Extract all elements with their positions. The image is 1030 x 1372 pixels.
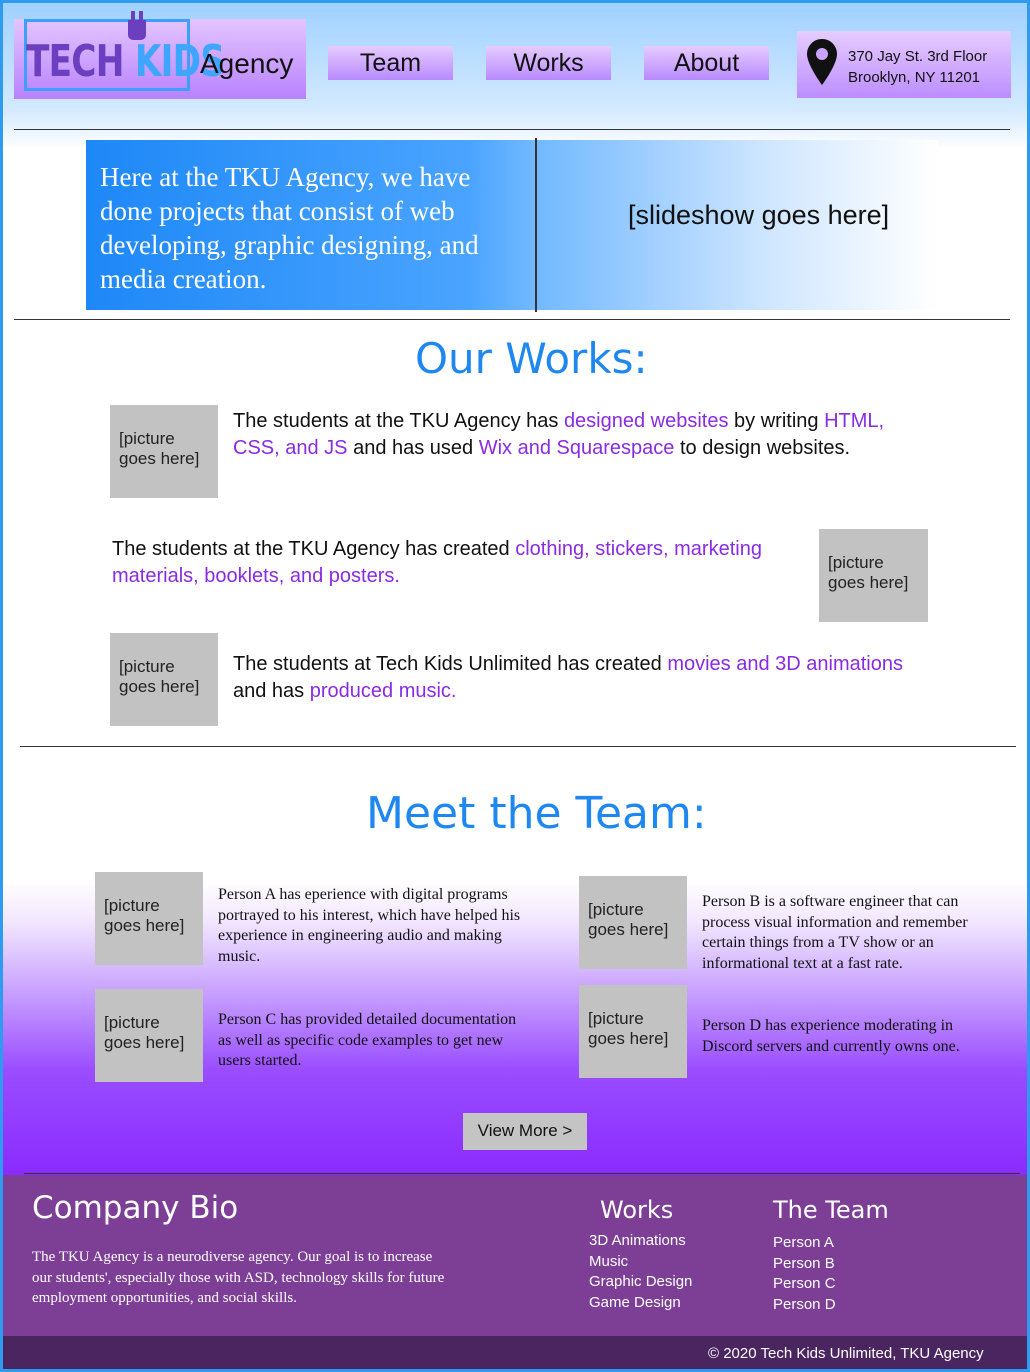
highlight: movies and 3D animations	[667, 653, 903, 675]
works-title: Our Works:	[415, 334, 648, 383]
team-member-bio-b: Person B is a software engineer that can process visual information and remember certain things from a TV show or an informational text at a fast rate.	[702, 893, 968, 972]
footer-link-3d-animations[interactable]: 3D Animations	[589, 1232, 686, 1249]
logo-kids: KIDS	[134, 36, 225, 87]
copyright: © 2020 Tech Kids Unlimited, TKU Agency	[708, 1345, 984, 1362]
divider	[20, 746, 1016, 747]
divider	[24, 1173, 1020, 1174]
footer-link-person-d[interactable]: Person D	[773, 1295, 836, 1313]
team-member-picture: [picture goes here]	[579, 876, 687, 969]
work-picture: [picture goes here]	[110, 633, 218, 726]
hero-divider	[535, 138, 537, 312]
footer-works-links	[589, 1231, 692, 1313]
nav-team-button[interactable]: Team	[328, 46, 453, 80]
slideshow-placeholder[interactable]: [slideshow goes here]	[628, 200, 890, 230]
footer-link-person-c[interactable]: Person C	[773, 1275, 836, 1292]
nav-works-button[interactable]: Works	[486, 46, 611, 80]
footer-bio-text: The TKU Agency is a neurodiverse agency. Our goal is to increase our students', especially those with ASD, technology skills for future employment opportunities, and social skills.	[32, 1249, 445, 1306]
footer-link-music[interactable]: Music	[589, 1252, 629, 1270]
divider	[14, 319, 1010, 320]
team-member-bio-c: Person C has provided detailed documentation as well as specific code examples to get new users started.	[218, 1011, 517, 1069]
hero-text: Here at the TKU Agency, we have done projects that consist of web developing, graphic designing, and media creation.	[100, 162, 479, 294]
footer-link-person-a[interactable]: Person A	[773, 1234, 834, 1251]
footer-team-title: The Team	[773, 1196, 889, 1224]
footer-bio-title: Company Bio	[32, 1190, 239, 1226]
address-line1: 370 Jay St. 3rd Floor	[848, 48, 988, 65]
work-picture: [picture goes here]	[819, 529, 928, 622]
team-member-picture: [picture goes here]	[95, 872, 203, 965]
team-member-picture: [picture goes here]	[579, 985, 687, 1078]
nav-about-button[interactable]: About	[644, 46, 769, 80]
highlight: Wix and Squarespace	[478, 437, 675, 459]
team-title: Meet the Team:	[366, 788, 707, 839]
map-pin-icon	[806, 38, 838, 86]
highlight: produced music.	[309, 680, 457, 702]
team-member-bio-a: Person A has eperience with digital programs portrayed to his interest, which have helped his experience in engineering audio and making music.	[218, 886, 521, 965]
divider	[14, 129, 1010, 130]
address-line2: Brooklyn, NY 11201	[848, 69, 981, 86]
work-description-media: The students at Tech Kids Unlimited has created movies and 3D animations and has produced music.	[233, 653, 903, 702]
work-picture: [picture goes here]	[110, 405, 218, 498]
highlight: clothing, stickers, marketing materials, booklets, and posters.	[112, 538, 762, 587]
address-text	[848, 46, 987, 88]
logo[interactable]	[26, 36, 224, 87]
work-description-web: The students at the TKU Agency has designed websites by writing HTML, CSS, and JS and has used Wix and Squarespace to design websites.	[233, 410, 885, 459]
footer-works-title: Works	[600, 1196, 674, 1224]
highlight: designed websites	[563, 410, 729, 432]
footer-link-person-b[interactable]: Person B	[773, 1254, 835, 1272]
highlight: HTML, CSS, and JS	[233, 410, 885, 459]
logo-tech: TECH	[26, 36, 135, 87]
view-more-button[interactable]: View More >	[463, 1113, 587, 1150]
footer-link-graphic-design[interactable]: Graphic Design	[589, 1273, 693, 1290]
footer-link-game-design[interactable]: Game Design	[589, 1293, 681, 1311]
work-description-design: The students at the TKU Agency has created clothing, stickers, marketing materials, booklets, and posters.	[112, 538, 762, 587]
team-member-bio-d: Person D has experience moderating in Discord servers and currently owns one.	[702, 1017, 960, 1055]
team-member-picture: [picture goes here]	[95, 989, 203, 1082]
footer-team-links	[773, 1233, 836, 1315]
agency-label: Agency	[200, 48, 294, 79]
